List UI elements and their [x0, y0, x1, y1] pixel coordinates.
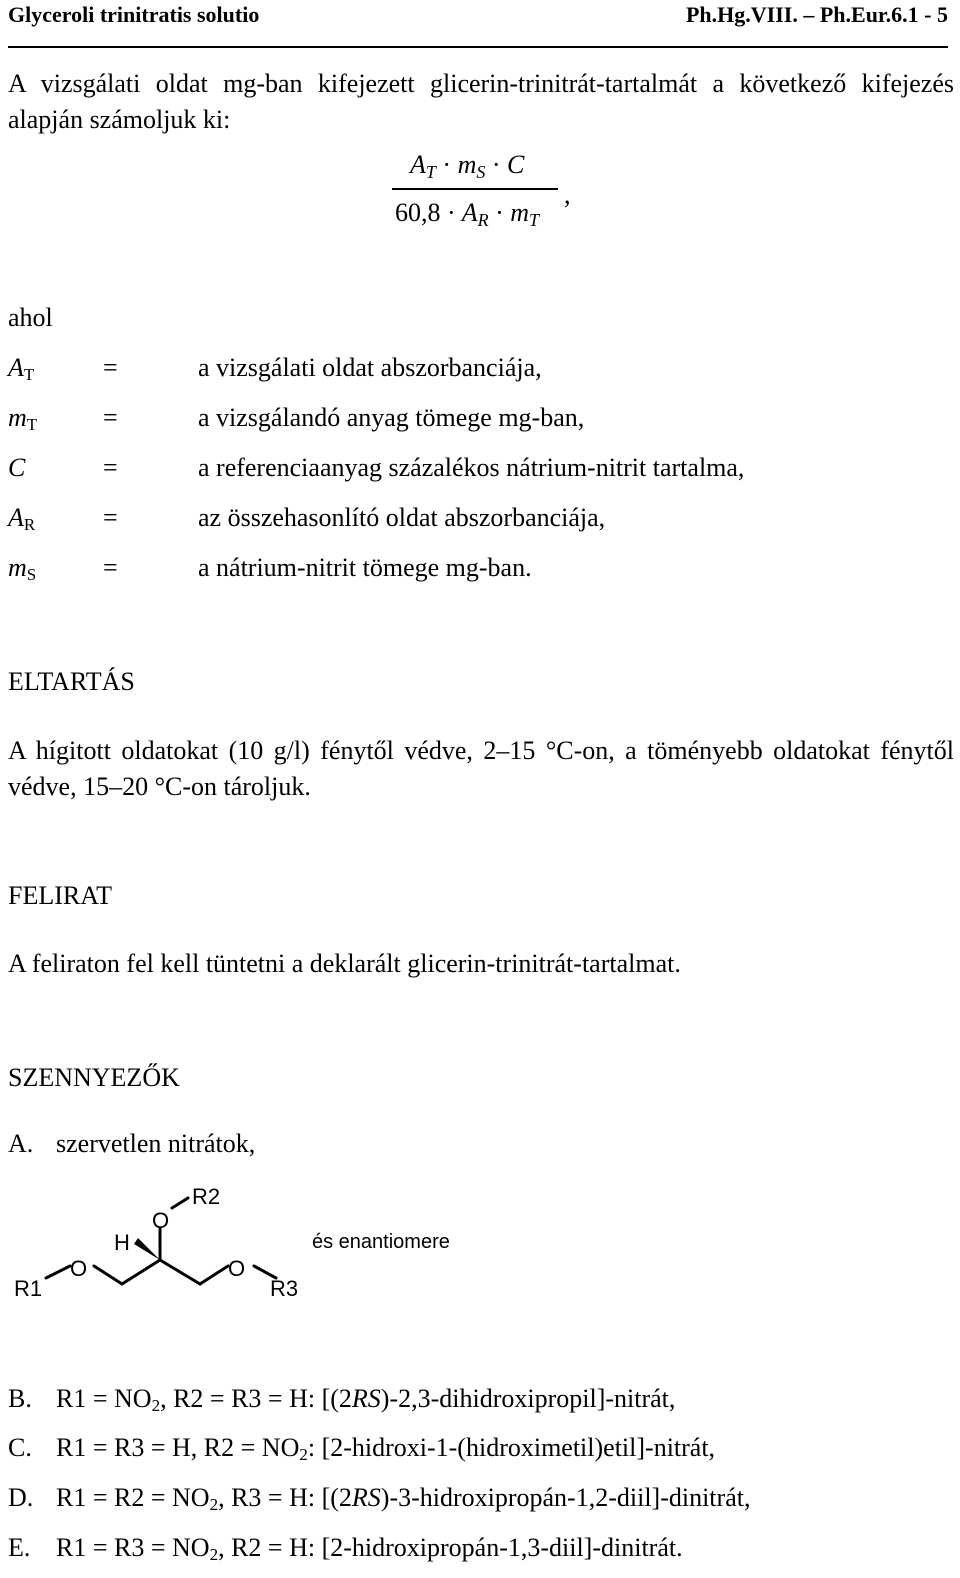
impurity-description: $R1 = R3 = NO_2$, R2 = H: [2-hidroxipropán-1,3-diil]-dinitrát.	[56, 1533, 683, 1564]
r1-label: R1	[14, 1276, 43, 1301]
formula-numerator: $A_T \cdot m_S \cdot C$	[410, 150, 525, 182]
formula-denominator: $60,8 \cdot A_R \cdot m_T$	[395, 198, 540, 230]
pharmacopoeia-reference: Ph.Hg.VIII. – Ph.Eur.6.1 - 5	[685, 2, 948, 27]
equals-sign: =	[103, 353, 118, 382]
intro-paragraph: A vizsgálati oldat mg-ban kifejezett glicerin-trinitrát-tartalmát a következő kifejezés alapján számoljuk ki:	[8, 69, 954, 134]
equals-sign: =	[103, 403, 118, 432]
document-title: Glyceroli trinitratis solutio	[8, 2, 260, 27]
chemical-structure	[0, 1178, 500, 1308]
fraction-bar	[392, 188, 558, 190]
section-heading-labelling: FELIRAT	[8, 881, 112, 910]
impurity-letter: D.	[8, 1483, 34, 1512]
variable-symbol: $A_R$	[8, 503, 36, 534]
impurity-description: $R1 = R2 = NO_2$, R3 = H: [(2RS)-3-hidroxipropán-1,2-diil]-dinitrát,	[56, 1483, 751, 1514]
variable-symbol: $A_T$	[8, 353, 35, 384]
bond-o-c1	[94, 1266, 122, 1284]
r3-label: R3	[270, 1276, 299, 1301]
wedge-bond	[134, 1238, 160, 1260]
variable-definition: a vizsgálati oldat abszorbanciája,	[198, 353, 542, 382]
calculation-formula	[392, 150, 592, 240]
variable-symbol: $m_T$	[8, 403, 38, 434]
variable-symbol: $m_S$	[8, 553, 37, 584]
r2-label: R2	[192, 1184, 221, 1209]
enantiomer-note: és enantiomere	[312, 1231, 450, 1253]
impurity-letter: B.	[8, 1384, 32, 1413]
section-heading-impurities: SZENNYEZŐK	[8, 1063, 180, 1092]
hydrogen-label: H	[114, 1230, 130, 1255]
storage-paragraph: A hígitott oldatokat (10 g/l) fénytől védve, 2–15 °C-on, a töményebb oldatokat fénytől védve, 15–20 °C-on tároljuk.	[8, 736, 954, 801]
variable-symbol: C	[8, 453, 26, 482]
impurity-description: R1 = R3 = H, $R2 = NO_2$: [2-hidroxi-1-(hidroximetil)etil]-nitrát,	[56, 1433, 716, 1464]
oxygen-label: O	[70, 1256, 88, 1281]
bond-c2-c3	[160, 1260, 200, 1284]
labelling-paragraph: A feliraton fel kell tüntetni a deklarált glicerin-trinitrát-tartalmat.	[8, 949, 681, 978]
variable-definition: a referenciaanyag százalékos nátrium-nitrit tartalma,	[198, 453, 745, 482]
equals-sign: =	[103, 453, 118, 482]
bond-c3-o	[200, 1266, 228, 1284]
oxygen-label: O	[228, 1256, 246, 1281]
impurity-letter: E.	[8, 1533, 31, 1562]
impurity-letter: A.	[8, 1129, 34, 1158]
variable-definition: a vizsgálandó anyag tömege mg-ban,	[198, 403, 585, 432]
bond-r1-o	[46, 1266, 70, 1278]
bond-o-r2	[172, 1198, 188, 1208]
variable-definition: az összehasonlító oldat abszorbanciája,	[198, 503, 606, 532]
impurity-letter: C.	[8, 1433, 32, 1462]
oxygen-label: O	[152, 1208, 170, 1233]
impurity-description: $R1 = NO_2$, R2 = R3 = H: [(2RS)-2,3-dihidroxipropil]-nitrát,	[56, 1384, 676, 1415]
section-heading-storage: ELTARTÁS	[8, 667, 135, 696]
variable-definition: a nátrium-nitrit tömege mg-ban.	[198, 553, 532, 582]
impurity-description: szervetlen nitrátok,	[56, 1129, 256, 1158]
formula-comma: ,	[564, 180, 571, 209]
header-rule	[8, 46, 948, 48]
bond-c1-c2	[122, 1260, 160, 1284]
equals-sign: =	[103, 503, 118, 532]
where-label: ahol	[8, 303, 53, 332]
equals-sign: =	[103, 553, 118, 582]
